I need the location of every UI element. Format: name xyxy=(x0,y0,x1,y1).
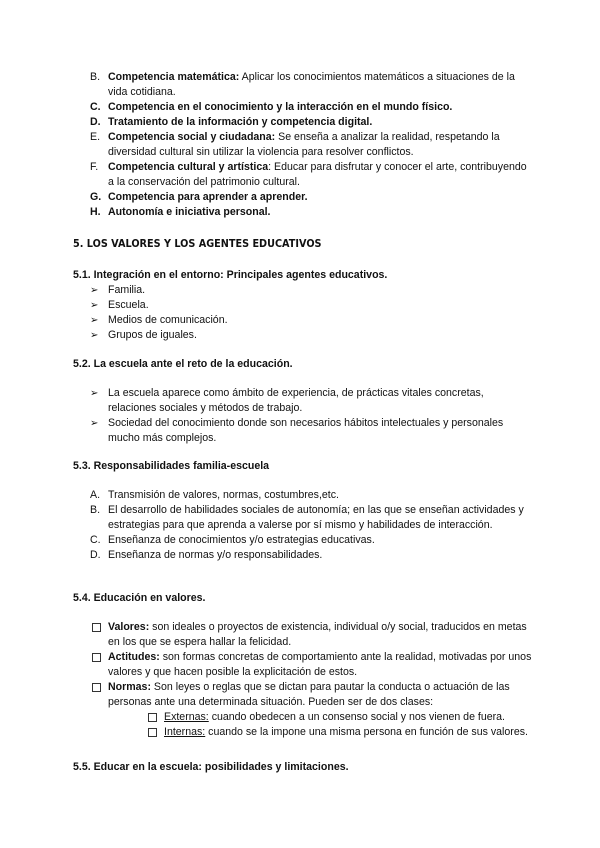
item-bold-text: Normas: xyxy=(108,681,151,693)
responsabilidades-list xyxy=(90,488,530,563)
item-letter: C. xyxy=(90,534,101,546)
competencia-item xyxy=(90,160,530,190)
checklist-item xyxy=(92,650,532,680)
list-item-text: Escuela. xyxy=(108,299,149,311)
list-item-text: Sociedad del conocimiento donde son necesarios hábitos intelectuales y personales mucho más complejos. xyxy=(108,417,504,444)
competencia-item xyxy=(90,130,530,160)
section-heading: 5. LOS VALORES Y LOS AGENTES EDUCATIVOS xyxy=(73,237,322,250)
item-bold-text: Competencia para aprender a aprender. xyxy=(108,191,308,203)
arrow-bullet-icon: ➢ xyxy=(90,285,99,296)
item-text: Enseñanza de normas y/o responsabilidades. xyxy=(108,549,323,561)
item-bold-text: Valores: xyxy=(108,621,150,633)
item-letter: A. xyxy=(90,489,101,501)
item-letter: H. xyxy=(90,206,101,218)
list-item xyxy=(90,328,530,343)
normas-subchecklist xyxy=(108,710,532,740)
item-letter: F. xyxy=(90,161,99,173)
item-bold-text: Competencia matemática: xyxy=(108,71,240,83)
competencia-item xyxy=(90,205,530,220)
list-item xyxy=(90,283,530,298)
escuela-list xyxy=(90,386,530,446)
checkbox-icon[interactable] xyxy=(92,653,101,662)
item-bold-text: Competencia social y ciudadana: xyxy=(108,131,276,143)
checkbox-icon[interactable] xyxy=(148,713,157,722)
list-item xyxy=(90,386,530,416)
subsection-heading-5-1: 5.1. Integración en el entorno: Principales agentes educativos. xyxy=(73,269,388,281)
item-underlined-text: Externas: xyxy=(164,711,209,723)
item-text: Transmisión de valores, normas, costumbres,etc. xyxy=(108,489,339,501)
item-bold-text: Competencia cultural y artística xyxy=(108,161,269,173)
item-text: cuando obedecen a un consenso social y nos vienen de fuera. xyxy=(208,711,505,723)
item-text: cuando se la impone una misma persona en función de sus valores. xyxy=(205,726,528,738)
item-text: Son leyes o reglas que se dictan para pautar la conducta o actuación de las personas ante una determinada situación. Pueden ser de dos clases: xyxy=(108,681,510,708)
item-text: Aplicar los conocimientos matemáticos a situaciones de la vida cotidiana. xyxy=(108,71,515,98)
item-text: Enseñanza de conocimientos y/o estrategias educativas. xyxy=(108,534,375,546)
checklist-subitem xyxy=(148,710,532,725)
item-text: El desarrollo de habilidades sociales de autonomía; en las que se enseñan actividades y estrategias para que aprenda a valerse por sí mismo y habilidades de interacción. xyxy=(108,504,524,531)
subsection-heading-5-5: 5.5. Educar en la escuela: posibilidades y limitaciones. xyxy=(73,761,349,773)
list-item xyxy=(90,503,530,533)
item-text: Se enseña a analizar la realidad, respetando la diversidad cultural sin utilizar la violencia para resolver conflictos. xyxy=(108,131,500,158)
list-item xyxy=(90,416,530,446)
item-bold-text: Autonomía e iniciativa personal. xyxy=(108,206,271,218)
item-letter: E. xyxy=(90,131,101,143)
checkbox-icon[interactable] xyxy=(92,683,101,692)
subsection-heading-5-4: 5.4. Educación en valores. xyxy=(73,592,206,604)
item-bold-text: Tratamiento de la información y competencia digital. xyxy=(108,116,373,128)
arrow-bullet-icon: ➢ xyxy=(90,418,99,429)
list-item-text: Familia. xyxy=(108,284,146,296)
item-letter: B. xyxy=(90,71,101,83)
list-item-text: Grupos de iguales. xyxy=(108,329,197,341)
list-item xyxy=(90,548,530,563)
item-letter: G. xyxy=(90,191,102,203)
arrow-bullet-icon: ➢ xyxy=(90,330,99,341)
competencias-list xyxy=(90,70,530,220)
item-letter: C. xyxy=(90,101,101,113)
item-letter: D. xyxy=(90,549,101,561)
list-item xyxy=(90,313,530,328)
subsection-heading-5-3: 5.3. Responsabilidades familia-escuela xyxy=(73,460,270,472)
competencia-item xyxy=(90,70,530,100)
list-item xyxy=(90,533,530,548)
competencia-item xyxy=(90,190,530,205)
arrow-bullet-icon: ➢ xyxy=(90,315,99,326)
arrow-bullet-icon: ➢ xyxy=(90,300,99,311)
arrow-bullet-icon: ➢ xyxy=(90,388,99,399)
checkbox-icon[interactable] xyxy=(92,623,101,632)
item-letter: B. xyxy=(90,504,101,516)
competencia-item xyxy=(90,115,530,130)
list-item xyxy=(90,298,530,313)
list-item-text: La escuela aparece como ámbito de experiencia, de prácticas vitales concretas, relaciones sociales y métodos de trabajo. xyxy=(108,387,484,414)
item-bold-text: Competencia en el conocimiento y la interacción en el mundo físico. xyxy=(108,101,453,113)
item-letter: D. xyxy=(90,116,101,128)
item-text: son formas concretas de comportamiento ante la realidad, motivadas por unos valores y que hacen posible la explicitación de estos. xyxy=(108,651,532,678)
item-bold-text: Actitudes: xyxy=(108,651,160,663)
agentes-list xyxy=(90,283,530,343)
subsection-heading-5-2: 5.2. La escuela ante el reto de la educación. xyxy=(73,358,293,370)
item-underlined-text: Internas: xyxy=(164,726,206,738)
list-item-text: Medios de comunicación. xyxy=(108,314,228,326)
list-item xyxy=(90,488,530,503)
item-text: : Educar para disfrutar y conocer el arte, contribuyendo a la conservación del patrimonio cultural. xyxy=(108,161,527,188)
checklist-item xyxy=(92,620,532,650)
valores-checklist xyxy=(92,620,532,740)
checklist-subitem xyxy=(148,725,532,740)
checkbox-icon[interactable] xyxy=(148,728,157,737)
competencia-item xyxy=(90,100,530,115)
checklist-item xyxy=(92,680,532,740)
item-text: son ideales o proyectos de existencia, individual o/y social, traducidos en metas en los que se espera hallar la felicidad. xyxy=(108,621,527,648)
